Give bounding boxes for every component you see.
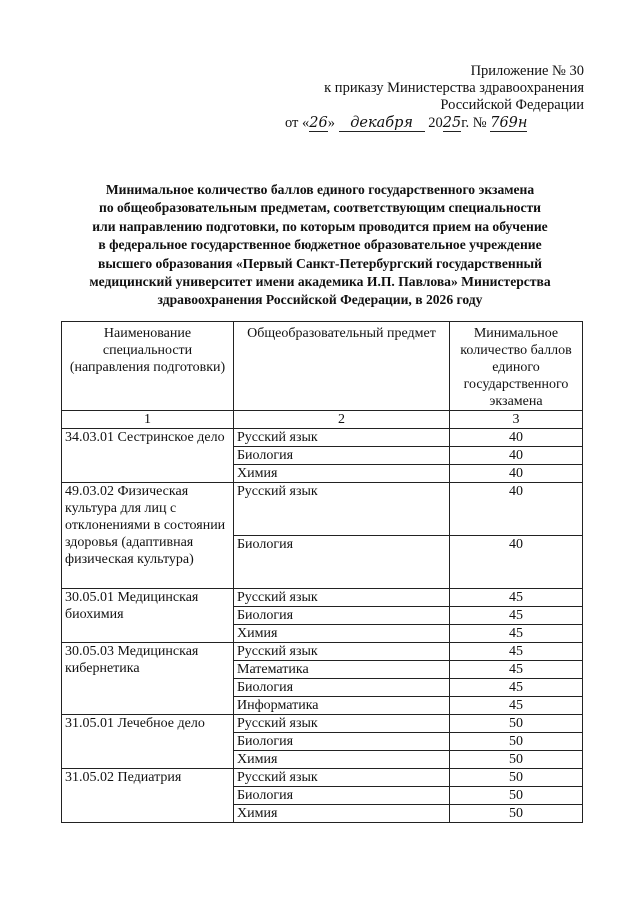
score-cell: 45 [450, 607, 583, 625]
order-day: 26 [309, 115, 328, 131]
score-cell: 40 [450, 536, 583, 589]
title-line: медицинский университет имени академика И.П. Павлова» Министерства [89, 274, 551, 290]
table-header-row [62, 322, 583, 411]
subject-cell: Химия [234, 625, 450, 643]
column-number: 2 [234, 411, 450, 429]
subject-cell: Биология [234, 447, 450, 465]
subject-cell: Химия [234, 465, 450, 483]
title-line: по общеобразовательным предметам, соответствующим специальности [98, 200, 541, 216]
appendix-country: Российской Федерации [440, 97, 584, 113]
table-row [62, 769, 583, 787]
specialty-name: 30.05.03 Медицинская кибернетика [62, 643, 234, 715]
score-cell: 45 [450, 679, 583, 697]
subject-cell: Химия [234, 805, 450, 823]
score-cell: 45 [450, 625, 583, 643]
table-row [62, 429, 583, 447]
order-prefix: от « [285, 115, 310, 131]
score-cell: 50 [450, 733, 583, 751]
document-title [60, 181, 580, 310]
order-number: 769н [490, 115, 528, 131]
scores-table [61, 321, 583, 823]
header-specialty: Наименование специальности (направления подготовки) [62, 322, 234, 411]
subject-cell: Русский язык [234, 429, 450, 447]
table-row [62, 643, 583, 661]
order-date-line [285, 115, 600, 132]
order-year-label: г. № [461, 115, 487, 131]
score-cell: 45 [450, 697, 583, 715]
table-row [62, 589, 583, 607]
order-quote-close: » [327, 115, 335, 131]
order-year-suffix: 25 [442, 115, 462, 131]
subject-cell: Биология [234, 679, 450, 697]
score-cell: 40 [450, 429, 583, 447]
appendix-header [254, 63, 584, 114]
appendix-number: Приложение № 30 [470, 63, 584, 79]
order-month: декабря [339, 116, 425, 132]
header-subject: Общеобразовательный предмет [234, 322, 450, 411]
title-line: в федеральное государственное бюджетное образовательное учреждение [98, 237, 542, 253]
score-cell: 40 [450, 465, 583, 483]
subject-cell: Биология [234, 787, 450, 805]
title-line: высшего образования «Первый Санкт-Петербургский государственный [98, 255, 542, 271]
specialty-name: 31.05.01 Лечебное дело [62, 715, 234, 769]
subject-cell: Математика [234, 661, 450, 679]
header-min-score: Минимальное количество баллов единого государственного экзамена [450, 322, 583, 411]
column-number: 3 [450, 411, 583, 429]
score-cell: 50 [450, 751, 583, 769]
specialty-name: 49.03.02 Физическая культура для лиц с отклонениями в состоянии здоровья (адаптивная физическая культура) [62, 483, 234, 589]
score-cell: 50 [450, 805, 583, 823]
column-number-row [62, 411, 583, 429]
order-year-prefix: 20 [428, 115, 443, 131]
title-line: здравоохранения Российской Федерации, в 2026 году [157, 292, 483, 308]
subject-cell: Русский язык [234, 483, 450, 536]
subject-cell: Биология [234, 536, 450, 589]
score-cell: 45 [450, 589, 583, 607]
title-line: или направлению подготовки, по которым проводится прием на обучение [92, 218, 548, 234]
score-cell: 40 [450, 483, 583, 536]
subject-cell: Русский язык [234, 589, 450, 607]
subject-cell: Русский язык [234, 769, 450, 787]
score-cell: 50 [450, 715, 583, 733]
subject-cell: Химия [234, 751, 450, 769]
appendix-order-ref: к приказу Министерства здравоохранения [324, 80, 584, 96]
score-cell: 50 [450, 769, 583, 787]
specialty-name: 31.05.02 Педиатрия [62, 769, 234, 823]
score-cell: 45 [450, 661, 583, 679]
table-row [62, 715, 583, 733]
specialty-name: 30.05.01 Медицинская биохимия [62, 589, 234, 643]
subject-cell: Биология [234, 733, 450, 751]
score-cell: 50 [450, 787, 583, 805]
score-cell: 40 [450, 447, 583, 465]
score-cell: 45 [450, 643, 583, 661]
subject-cell: Биология [234, 607, 450, 625]
title-line: Минимальное количество баллов единого государственного экзамена [105, 182, 535, 197]
table-row [62, 483, 583, 536]
subject-cell: Русский язык [234, 643, 450, 661]
subject-cell: Информатика [234, 697, 450, 715]
column-number: 1 [62, 411, 234, 429]
specialty-name: 34.03.01 Сестринское дело [62, 429, 234, 483]
subject-cell: Русский язык [234, 715, 450, 733]
